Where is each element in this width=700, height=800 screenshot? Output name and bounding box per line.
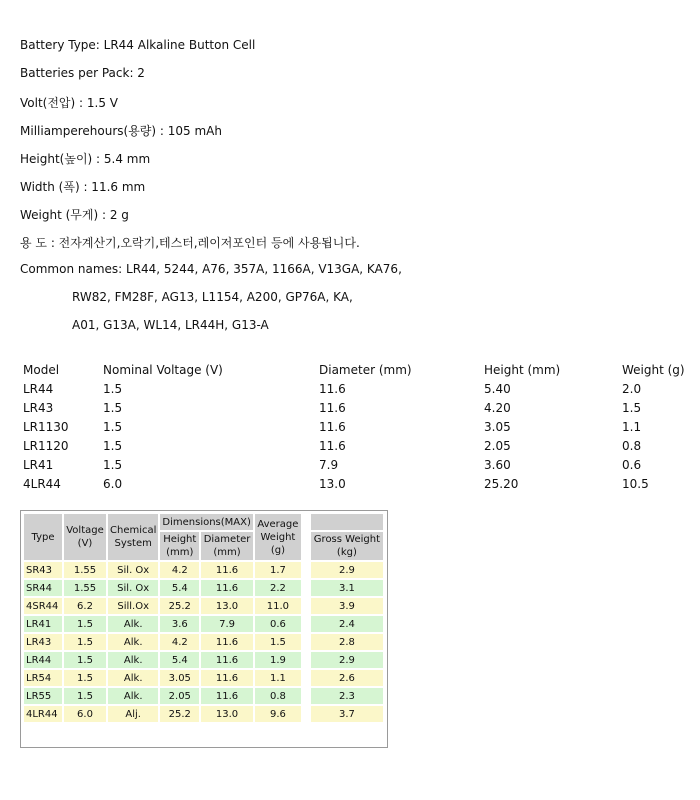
cell-weight: 0.8 [622, 438, 642, 453]
cell-diameter: 11.6 [319, 400, 346, 415]
cell-model: LR41 [23, 457, 54, 472]
ref-cell-diameter: 11.6 [201, 652, 253, 668]
cell-weight: 2.0 [622, 381, 642, 396]
cell-weight: 10.5 [622, 476, 649, 491]
header-weight: Weight (g) [622, 362, 685, 377]
spec-weight: Weight (무게) : 2 g [20, 208, 129, 222]
ref-cell-type: LR54 [24, 670, 62, 686]
ref-header-blank [311, 514, 383, 530]
ref-cell-type: 4LR44 [24, 706, 62, 722]
cell-diameter: 7.9 [319, 457, 339, 472]
ref-cell-diameter: 11.6 [201, 634, 253, 650]
ref-cell-voltage: 6.0 [64, 706, 106, 722]
model-table [20, 360, 692, 493]
ref-cell-type: SR43 [24, 562, 62, 578]
ref-cell-chem: Alk. [108, 670, 158, 686]
ref-cell-height: 5.4 [160, 652, 199, 668]
ref-header-chemical: Chemical System [108, 514, 158, 560]
ref-cell-diameter: 13.0 [201, 706, 253, 722]
ref-cell-diameter: 11.6 [201, 580, 253, 596]
ref-cell-height: 4.2 [160, 562, 199, 578]
cell-diameter: 11.6 [319, 419, 346, 434]
ref-cell-height: 2.05 [160, 688, 199, 704]
header-diameter: Diameter (mm) [319, 362, 412, 377]
table-row [24, 598, 383, 614]
cell-height: 4.20 [484, 400, 511, 415]
table-row [20, 379, 692, 398]
ref-cell-voltage: 1.5 [64, 688, 106, 704]
table-row [24, 580, 383, 596]
cell-voltage: 1.5 [103, 381, 123, 396]
ref-cell-gross: 2.3 [311, 688, 383, 704]
table-row [20, 455, 692, 474]
ref-cell-gross: 3.7 [311, 706, 383, 722]
ref-cell-type: LR43 [24, 634, 62, 650]
table-row [20, 436, 692, 455]
spec-width: Width (폭) : 11.6 mm [20, 180, 146, 194]
ref-column-gap [303, 688, 309, 704]
cell-weight: 1.5 [622, 400, 642, 415]
ref-cell-weight: 0.6 [255, 616, 301, 632]
ref-cell-voltage: 1.5 [64, 616, 106, 632]
cell-height: 2.05 [484, 438, 511, 453]
ref-cell-gross: 2.4 [311, 616, 383, 632]
ref-header-height: Height (mm) [160, 532, 199, 560]
ref-cell-voltage: 1.5 [64, 652, 106, 668]
ref-header-avg-weight: Average Weight (g) [255, 514, 301, 560]
ref-cell-type: LR41 [24, 616, 62, 632]
ref-cell-gross: 2.9 [311, 562, 383, 578]
cell-model: LR43 [23, 400, 54, 415]
ref-header-gross-weight: Gross Weight (kg) [311, 532, 383, 560]
table-row [24, 616, 383, 632]
spec-capacity: Milliamperehours(용량) : 105 mAh [20, 124, 222, 138]
ref-cell-height: 4.2 [160, 634, 199, 650]
ref-column-gap [303, 634, 309, 650]
ref-cell-gross: 2.9 [311, 652, 383, 668]
ref-header-row [24, 514, 383, 530]
ref-cell-height: 25.2 [160, 706, 199, 722]
ref-cell-diameter: 11.6 [201, 562, 253, 578]
ref-cell-voltage: 1.55 [64, 562, 106, 578]
ref-body [24, 562, 383, 722]
cell-weight: 0.6 [622, 457, 642, 472]
ref-cell-weight: 9.6 [255, 706, 301, 722]
spec-common-names-cont: RW82, FM28F, AG13, L1154, A200, GP76A, KA, [72, 290, 353, 304]
table-row [24, 562, 383, 578]
ref-cell-type: SR44 [24, 580, 62, 596]
reference-table-frame [20, 510, 388, 748]
ref-cell-weight: 1.1 [255, 670, 301, 686]
ref-cell-weight: 11.0 [255, 598, 301, 614]
ref-cell-gross: 2.8 [311, 634, 383, 650]
ref-cell-diameter: 7.9 [201, 616, 253, 632]
table-header-row [20, 360, 692, 379]
ref-column-gap [303, 652, 309, 668]
spec-common-names: Common names: LR44, 5244, A76, 357A, 1166A, V13GA, KA76, [20, 262, 402, 276]
ref-cell-chem: Alk. [108, 688, 158, 704]
ref-cell-chem: Alj. [108, 706, 158, 722]
ref-cell-weight: 0.8 [255, 688, 301, 704]
ref-cell-voltage: 6.2 [64, 598, 106, 614]
ref-cell-type: 4SR44 [24, 598, 62, 614]
cell-model: LR44 [23, 381, 54, 396]
ref-column-gap [303, 706, 309, 722]
cell-voltage: 1.5 [103, 400, 123, 415]
cell-voltage: 1.5 [103, 457, 123, 472]
table-row [24, 634, 383, 650]
ref-cell-height: 5.4 [160, 580, 199, 596]
ref-cell-weight: 1.7 [255, 562, 301, 578]
cell-model: LR1120 [23, 438, 69, 453]
cell-model: LR1130 [23, 419, 69, 434]
table-row [20, 474, 692, 493]
ref-column-gap [303, 514, 309, 560]
spec-common-names-cont: A01, G13A, WL14, LR44H, G13-A [72, 318, 269, 332]
ref-cell-height: 25.2 [160, 598, 199, 614]
cell-height: 3.05 [484, 419, 511, 434]
ref-cell-chem: Sill.Ox [108, 598, 158, 614]
ref-cell-diameter: 11.6 [201, 670, 253, 686]
table-row [24, 688, 383, 704]
ref-cell-chem: Alk. [108, 616, 158, 632]
ref-cell-height: 3.6 [160, 616, 199, 632]
spec-height: Height(높이) : 5.4 mm [20, 152, 151, 166]
table-row [24, 670, 383, 686]
table-row [24, 706, 383, 722]
ref-cell-diameter: 11.6 [201, 688, 253, 704]
ref-cell-chem: Alk. [108, 652, 158, 668]
spec-battery-type: Battery Type: LR44 Alkaline Button Cell [20, 38, 256, 52]
cell-diameter: 11.6 [319, 438, 346, 453]
ref-cell-chem: Sil. Ox [108, 580, 158, 596]
cell-weight: 1.1 [622, 419, 642, 434]
ref-cell-gross: 2.6 [311, 670, 383, 686]
ref-cell-type: LR44 [24, 652, 62, 668]
cell-height: 5.40 [484, 381, 511, 396]
ref-cell-voltage: 1.55 [64, 580, 106, 596]
table-row [20, 398, 692, 417]
ref-header-dimensions: Dimensions(MAX) [160, 514, 253, 530]
ref-cell-weight: 2.2 [255, 580, 301, 596]
ref-column-gap [303, 562, 309, 578]
ref-cell-weight: 1.5 [255, 634, 301, 650]
cell-height: 25.20 [484, 476, 519, 491]
cell-height: 3.60 [484, 457, 511, 472]
table-row [20, 417, 692, 436]
header-model: Model [23, 362, 60, 377]
ref-cell-voltage: 1.5 [64, 634, 106, 650]
ref-cell-type: LR55 [24, 688, 62, 704]
ref-column-gap [303, 598, 309, 614]
spec-batteries-per-pack: Batteries per Pack: 2 [20, 66, 145, 80]
ref-header-voltage: Voltage (V) [64, 514, 106, 560]
ref-header-diameter: Diameter (mm) [201, 532, 253, 560]
ref-cell-gross: 3.9 [311, 598, 383, 614]
cell-diameter: 11.6 [319, 381, 346, 396]
cell-diameter: 13.0 [319, 476, 346, 491]
table-row [24, 652, 383, 668]
cell-voltage: 6.0 [103, 476, 123, 491]
spec-usage: 용 도 : 전자계산기,오락기,테스터,레이저포인터 등에 사용됩니다. [20, 236, 360, 250]
ref-column-gap [303, 580, 309, 596]
spec-volt: Volt(전압) : 1.5 V [20, 96, 118, 110]
cell-voltage: 1.5 [103, 438, 123, 453]
ref-cell-diameter: 13.0 [201, 598, 253, 614]
ref-cell-height: 3.05 [160, 670, 199, 686]
ref-column-gap [303, 670, 309, 686]
ref-cell-chem: Alk. [108, 634, 158, 650]
reference-table [22, 512, 385, 724]
ref-cell-weight: 1.9 [255, 652, 301, 668]
cell-voltage: 1.5 [103, 419, 123, 434]
cell-model: 4LR44 [23, 476, 61, 491]
header-nominal-voltage: Nominal Voltage (V) [103, 362, 223, 377]
ref-cell-voltage: 1.5 [64, 670, 106, 686]
ref-cell-gross: 3.1 [311, 580, 383, 596]
header-height: Height (mm) [484, 362, 561, 377]
ref-column-gap [303, 616, 309, 632]
ref-cell-chem: Sil. Ox [108, 562, 158, 578]
ref-header-type: Type [24, 514, 62, 560]
